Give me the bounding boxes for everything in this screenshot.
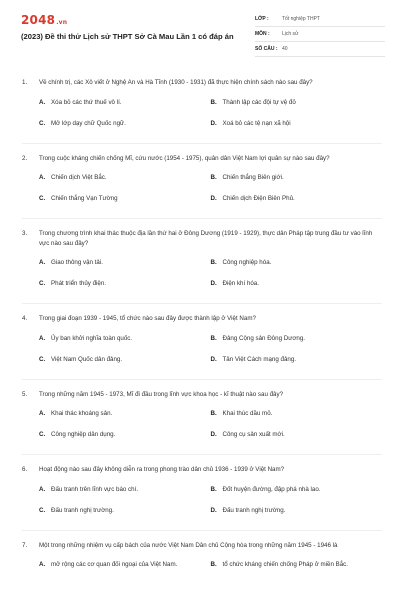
question-number: 4. xyxy=(22,315,28,322)
option-letter: A. xyxy=(39,561,46,568)
option-text: Chiến thắng Biên giới. xyxy=(222,174,284,181)
question-number: 6. xyxy=(22,466,28,473)
option-letter: C. xyxy=(39,431,46,438)
option-text: Phát triển thủy điện. xyxy=(51,280,107,287)
question-text: Trong giai đoạn 1939 - 1945, tổ chức nào sau đây được thành lập ở Việt Nam? xyxy=(39,315,256,322)
option-text: Xóa bỏ các thứ thuế vô lí. xyxy=(51,98,122,106)
option-c[interactable] xyxy=(39,195,211,216)
question-text: Một trong những nhiệm vụ cấp bách của nước Việt Nam Dân chủ Cộng hòa trong những năm 1945 - 1946 là xyxy=(39,541,338,549)
option-letter: C. xyxy=(39,355,46,363)
question-number: 7. xyxy=(22,541,28,549)
option-letter: C. xyxy=(39,119,46,127)
option-text: Công nghiệp hóa. xyxy=(222,259,272,266)
option-text: Điện khí hóa. xyxy=(222,280,259,287)
exam-meta xyxy=(255,12,385,57)
option-text: mở rộng các cơ quan đối ngoại của Việt Nam. xyxy=(51,561,178,568)
option-b[interactable] xyxy=(211,486,383,507)
option-text: Khai thúc dầu mỏ. xyxy=(222,410,273,417)
option-letter: D. xyxy=(210,119,217,127)
question-divider xyxy=(22,454,382,455)
question-number: 2. xyxy=(22,154,28,162)
option-c[interactable] xyxy=(39,507,211,528)
option-d[interactable] xyxy=(211,120,383,141)
option-letter: A. xyxy=(39,485,46,493)
option-letter: D. xyxy=(210,506,217,514)
meta-value: Tốt nghiệp THPT xyxy=(282,16,320,22)
option-text: Đảng Cộng sản Đông Dương. xyxy=(222,334,305,342)
meta-key: LỚP : xyxy=(255,16,269,22)
option-c[interactable] xyxy=(39,120,211,141)
logo-tld: .vn xyxy=(56,19,68,26)
option-text: Mở lớp dạy chữ Quốc ngữ. xyxy=(51,119,126,127)
question-number: 3. xyxy=(22,230,28,237)
question-divider xyxy=(22,303,382,304)
option-c[interactable] xyxy=(39,280,211,301)
option-letter: D. xyxy=(210,355,217,363)
option-text: Công cụ sản xuất mới. xyxy=(222,431,285,438)
question-text: Trong chương trình khai thác thuộc địa lần thứ hai ở Đông Dương (1919 - 1929), thực dân Pháp tập trung đầu tư vào lĩnh vực nào sau đây? xyxy=(39,230,373,247)
question-5 xyxy=(22,390,382,456)
option-text: Giao thông vận tải. xyxy=(51,259,103,266)
question-2 xyxy=(22,154,382,220)
option-c[interactable] xyxy=(39,356,211,377)
question-text: Hoạt động nào sau đây không diễn ra trong phong trào dân chủ 1936 - 1939 ở Việt Nam? xyxy=(39,466,285,473)
option-text: Đấu tranh nghị trường. xyxy=(51,506,114,514)
option-letter: C. xyxy=(39,280,46,287)
option-a[interactable] xyxy=(39,561,211,582)
option-text: Đấu tranh nghị trường. xyxy=(222,506,286,514)
option-letter: A. xyxy=(39,334,46,342)
option-a[interactable] xyxy=(39,486,211,507)
question-7 xyxy=(22,541,382,583)
option-letter: C. xyxy=(39,506,46,514)
option-b[interactable] xyxy=(211,99,383,120)
option-b[interactable] xyxy=(211,561,383,582)
option-b[interactable] xyxy=(211,259,383,280)
option-letter: A. xyxy=(39,98,46,106)
option-text: Đốt huyện đường, đập phá nhà lao. xyxy=(222,485,321,493)
option-letter: A. xyxy=(39,174,46,181)
option-text: Xoá bỏ các tệ nạn xã hội xyxy=(222,119,291,127)
option-letter: B. xyxy=(210,485,217,493)
option-letter: B. xyxy=(210,410,217,417)
option-text: Chiến dịch Điện Biên Phủ. xyxy=(222,195,295,202)
option-b[interactable] xyxy=(211,174,383,195)
page-header xyxy=(0,0,400,56)
option-a[interactable] xyxy=(39,174,211,195)
option-text: Chiến dịch Việt Bắc. xyxy=(51,174,107,181)
question-text: Về chính trị, các Xô viết ở Nghệ An và Hà Tĩnh (1930 - 1931) đã thực hiện chính sách nào sau đây? xyxy=(39,79,313,86)
option-text: Công nghiệp dân dụng. xyxy=(51,431,116,438)
option-letter: B. xyxy=(210,98,217,106)
option-letter: A. xyxy=(39,410,46,417)
option-d[interactable] xyxy=(211,195,383,216)
option-letter: B. xyxy=(210,561,217,568)
question-text: Trong cuộc kháng chiến chống Mĩ, cứu nước (1954 - 1975), quân dân Việt Nam lợi quân sự nào sau đây? xyxy=(39,154,330,162)
meta-value: Lịch sử xyxy=(282,31,299,37)
question-divider xyxy=(22,530,382,531)
option-letter: A. xyxy=(39,259,46,266)
option-letter: B. xyxy=(210,334,217,342)
option-text: Tân Việt Cách mạng đảng. xyxy=(222,355,296,363)
option-a[interactable] xyxy=(39,410,211,431)
option-text: tổ chức kháng chiến chống Pháp ở miền Bắc. xyxy=(222,561,348,568)
option-letter: D. xyxy=(210,280,217,287)
logo-main: 2048 xyxy=(21,13,56,27)
option-d[interactable] xyxy=(211,431,383,452)
meta-key: SỐ CÂU : xyxy=(255,46,278,52)
question-1 xyxy=(22,78,382,144)
option-b[interactable] xyxy=(211,410,383,431)
meta-row-count xyxy=(255,42,385,57)
question-4 xyxy=(22,314,382,380)
option-letter: C. xyxy=(39,195,46,202)
option-b[interactable] xyxy=(211,335,383,356)
option-d[interactable] xyxy=(211,507,383,528)
option-d[interactable] xyxy=(211,356,383,377)
question-text: Trong những năm 1945 - 1973, Mĩ đi đầu trong lĩnh vực khoa học - kĩ thuật nào sau đây? xyxy=(39,390,284,398)
option-text: Chiến thắng Vạn Tường xyxy=(51,195,118,202)
option-text: Đấu tranh trên lĩnh vực báo chí. xyxy=(51,485,139,493)
question-divider xyxy=(22,218,382,219)
option-text: Thành lập các đội tự vệ đỏ xyxy=(222,98,296,106)
meta-value: 40 xyxy=(282,46,288,52)
option-a[interactable] xyxy=(39,259,211,280)
option-letter: B. xyxy=(210,259,217,266)
option-text: Việt Nam Quốc dân đảng. xyxy=(51,355,123,363)
question-list xyxy=(0,78,400,582)
option-letter: D. xyxy=(210,431,217,438)
option-text: Ủy ban khởi nghĩa toàn quốc. xyxy=(51,334,133,342)
option-d[interactable] xyxy=(211,280,383,301)
question-divider xyxy=(22,379,382,380)
question-number: 1. xyxy=(22,79,28,86)
exam-title: (2023) Đề thi thử Lịch sử THPT Sở Cà Mau Lần 1 có đáp án xyxy=(21,32,234,41)
option-text: Khai thác khoáng sản. xyxy=(51,410,113,417)
meta-key: MÔN : xyxy=(255,31,270,37)
option-letter: B. xyxy=(210,174,217,181)
question-3 xyxy=(22,229,382,304)
option-c[interactable] xyxy=(39,431,211,452)
question-number: 5. xyxy=(22,390,28,398)
question-6 xyxy=(22,465,382,531)
meta-row-class xyxy=(255,12,385,27)
option-letter: D. xyxy=(210,195,217,202)
question-divider xyxy=(22,143,382,144)
option-a[interactable] xyxy=(39,99,211,120)
option-a[interactable] xyxy=(39,335,211,356)
meta-row-subject xyxy=(255,27,385,42)
site-logo[interactable] xyxy=(21,13,67,27)
